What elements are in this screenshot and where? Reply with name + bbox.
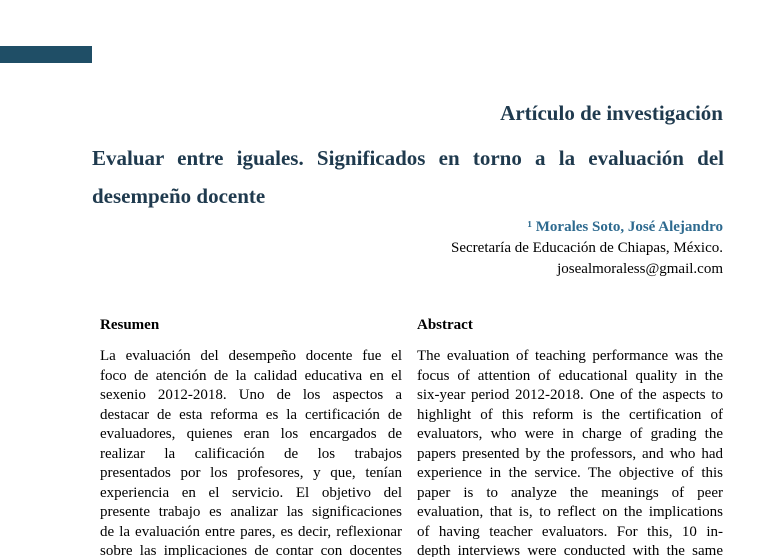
resumen-line: presentados por los profesores, y que, tenían bbox=[100, 465, 402, 481]
resumen-line: sexenio 2012-2018. Uno de los aspectos a bbox=[100, 387, 402, 403]
resumen-line: experiencia en el servicio. El objetivo del bbox=[100, 484, 402, 501]
article-title bbox=[92, 139, 724, 215]
author-block bbox=[451, 217, 723, 280]
resumen-line: La evaluación del desempeño docente fue el bbox=[100, 348, 402, 364]
abstract-line: depth interviews were conducted with the same bbox=[417, 543, 723, 557]
resumen-line: destacar de esta reforma es la certificación de bbox=[100, 406, 402, 423]
abstract-line: focus of attention of educational quality in the bbox=[417, 367, 723, 384]
resumen-text bbox=[100, 347, 402, 557]
abstract-line: paper is to analyze the meanings of peer bbox=[417, 484, 723, 501]
abstract-line: six-year period 2012-2018. One of the aspects to bbox=[417, 387, 723, 403]
abstract-line: The evaluation of teaching performance was the bbox=[417, 348, 723, 364]
abstract-text bbox=[417, 347, 723, 557]
article-title-line-2: desempeño docente bbox=[92, 184, 266, 208]
author-email: josealmoraless@gmail.com bbox=[557, 261, 723, 277]
resumen-line: realizar la calificación de los trabajos bbox=[100, 445, 402, 462]
resumen-line: foco de atención de la calidad educativa en el bbox=[100, 367, 402, 384]
abstract-line: of having teacher evaluators. For this, 10 in- bbox=[417, 523, 723, 540]
section-label: Artículo de investigación bbox=[500, 101, 723, 125]
abstract-line: papers presented by the professors, and who had bbox=[417, 445, 723, 462]
article-title-line-1: Evaluar entre iguales. Significados en torno a la evaluación del bbox=[92, 146, 724, 170]
resumen-line: evaluadores, quienes eran los encargados de bbox=[100, 426, 402, 442]
resumen-line: de la evaluación entre pares, es decir, reflexionar bbox=[100, 523, 402, 540]
accent-bar bbox=[0, 46, 92, 63]
resumen-line: presente trabajo es analizar las significaciones bbox=[100, 504, 402, 520]
abstract-line: highlight of this reform is the certification of bbox=[417, 406, 723, 423]
abstract-line: evaluation, that is, to reflect on the implications bbox=[417, 504, 723, 520]
resumen-line: sobre las implicaciones de contar con docentes bbox=[100, 543, 402, 557]
author-name: ¹ Morales Soto, José Alejandro bbox=[527, 219, 723, 235]
abstract-heading: Abstract bbox=[417, 317, 473, 333]
author-affiliation: Secretaría de Educación de Chiapas, México. bbox=[451, 240, 723, 256]
abstract-line: evaluators, who were in charge of grading the bbox=[417, 426, 723, 442]
abstract-line: experience in the service. The objective of this bbox=[417, 465, 723, 481]
resumen-heading: Resumen bbox=[100, 317, 160, 333]
